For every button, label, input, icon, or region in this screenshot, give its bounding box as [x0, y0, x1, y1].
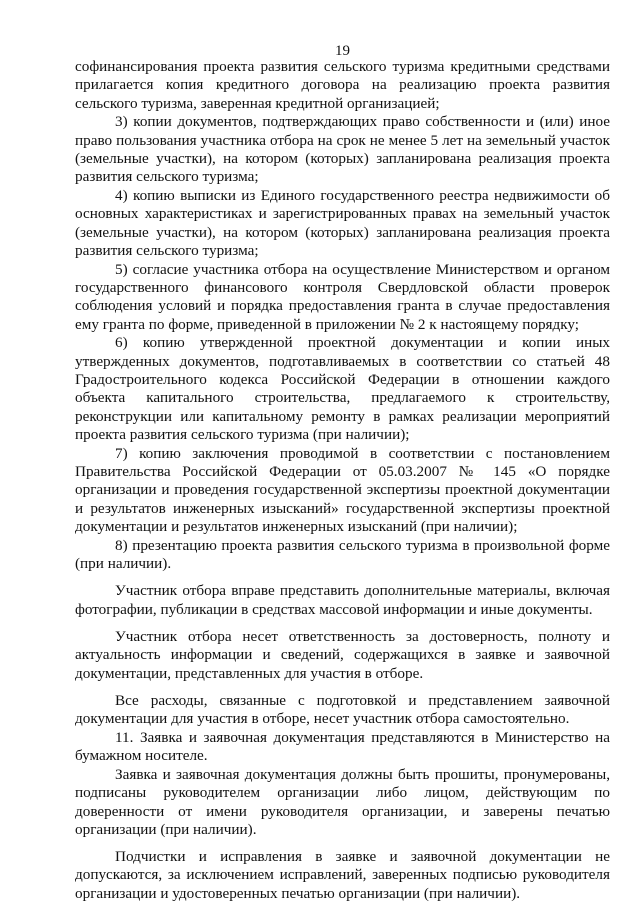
paragraph-item-8: 8) презентацию проекта развития сельского туризма в произвольной форме (при наличии). [75, 536, 610, 573]
paragraph-corrections: Подчистки и исправления в заявке и заявочной документации не допускаются, за исключением исправлений, заверенных подписью руководителя организации и удостоверенных печатью организации (при наличии). [75, 848, 610, 902]
paragraph-responsibility: Участник отбора несет ответственность за достоверность, полноту и актуальность информации и сведений, содержащихся в заявке и заявочной документации, представленных для участия в отборе. [75, 627, 610, 682]
paragraph-section-11: 11. Заявка и заявочная документация представляются в Министерство на бумажном носителе. [75, 728, 610, 765]
paragraph-additional-materials: Участник отбора вправе представить дополнительные материалы, включая фотографии, публикации в средствах массовой информации и иные документы. [75, 582, 610, 618]
paragraph-item-7: 7) копию заключения проводимой в соответствии с постановлением Правительства Российской Федерации от 05.03.2007 № 145 «О порядке организации и проведения государственной экспертизы проектной документации и результатов инженерных изысканий» государственной экспертизы проектной документации и результатов инженерных изысканий (при наличии); [75, 444, 610, 535]
document-body [75, 58, 610, 904]
paragraph-expenses: Все расходы, связанные с подготовкой и представлением заявочной документации для участия в отборе, несет участник отбора самостоятельно. [75, 691, 610, 728]
paragraph-binding-requirements: Заявка и заявочная документация должны быть прошиты, пронумерованы, подписаны руководителем организации либо лицом, действующим по доверенности от имени руководителя организации, и заверены печатью организации (при наличии). [75, 765, 610, 838]
paragraph-item-6: 6) копию утвержденной проектной документации и копии иных утвержденных документов, подготавливаемых в соответствии со статьей 48 Градостроительного кодекса Российской Федерации в отношении каждого объекта капитального строительства, предлагаемого к строительству, реконструкции или капитальному ремонту в рамках реализации мероприятий проекта развития сельского туризма (при наличии); [75, 334, 610, 443]
paragraph-continuation: софинансирования проекта развития сельского туризма кредитными средствами прилагается копия кредитного договора на реализацию проекта развития сельского туризма, заверенная кредитной организацией; [75, 58, 610, 112]
page-number: 19 [335, 43, 350, 59]
paragraph-item-4: 4) копию выписки из Единого государственного реестра недвижимости об основных характеристиках и зарегистрированных правах на земельный участок (земельные участки), на котором (которых) запланирована реализация проекта развития сельского туризма; [75, 187, 610, 259]
paragraph-item-3: 3) копии документов, подтверждающих право собственности и (или) иное право пользования участника отбора на срок не менее 5 лет на земельный участок (земельные участки), на котором (которых) запланирована реализация проекта развития сельского туризма; [75, 113, 610, 186]
document-page [75, 0, 610, 912]
paragraph-item-5: 5) согласие участника отбора на осуществление Министерством и органом государственного финансового контроля Свердловской области проверок соблюдения условий и порядка предоставления гранта в случае предоставления ему гранта по форме, приведенной в приложении № 2 к настоящему порядку; [75, 260, 610, 333]
